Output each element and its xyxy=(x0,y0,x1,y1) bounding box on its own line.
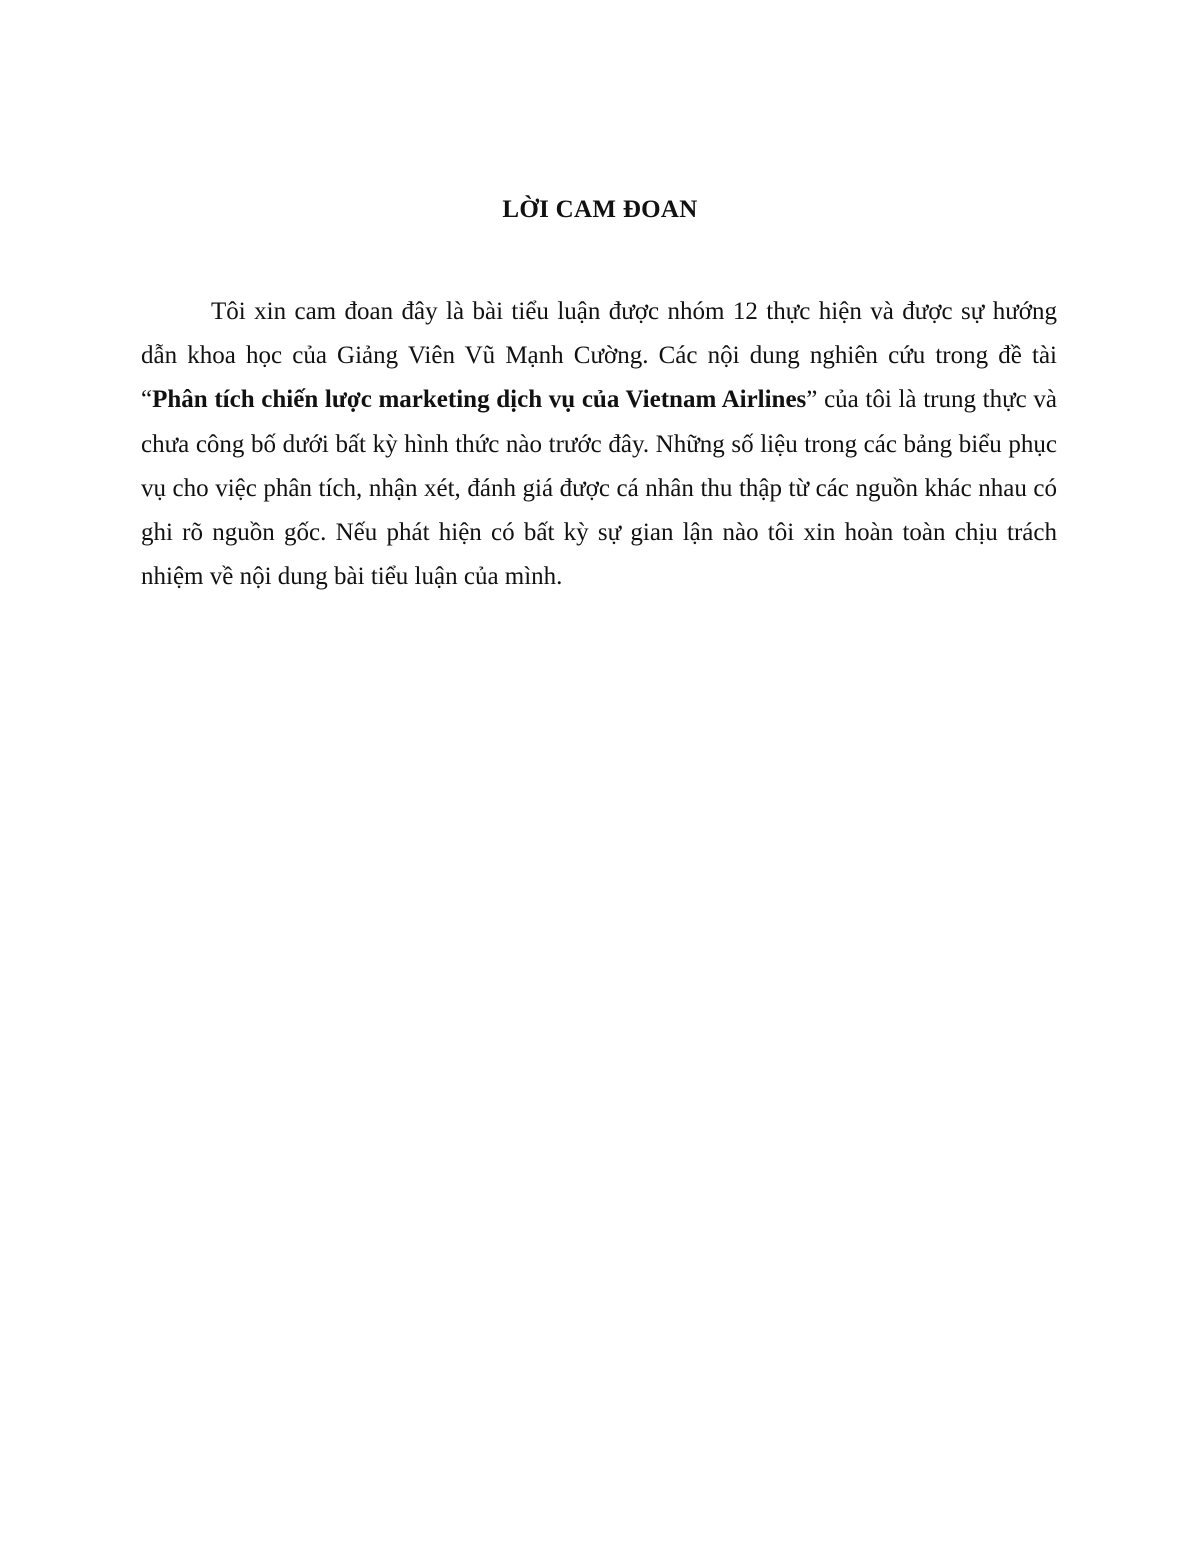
declaration-paragraph xyxy=(141,290,1057,599)
page-title: LỜI CAM ĐOAN xyxy=(502,196,698,223)
paragraph-text-part1: Tôi xin cam đoan đây là bài tiểu luận được nhóm 12 thực hiện và được sự hướng dẫn khoa học của Giảng Viên Vũ Mạnh Cường. Các nội dung nghiên cứu trong đề tài “ xyxy=(141,298,1057,414)
thesis-title: Phân tích chiến lược marketing dịch vụ của Vietnam Airlines xyxy=(152,386,807,414)
paragraph-text-part2: ” của tôi là trung thực và chưa công bố dưới bất kỳ hình thức nào trước đây. Những số liệu trong các bảng biểu phục vụ cho việc phân tích, nhận xét, đánh giá được cá nhân thu thập từ các nguồn khác nhau có ghi rõ nguồn gốc. Nếu phát hiện có bất kỳ sự gian lận nào tôi xin hoàn toàn chịu trách nhiệm về nội dung bài tiểu luận của mình. xyxy=(141,386,1058,591)
